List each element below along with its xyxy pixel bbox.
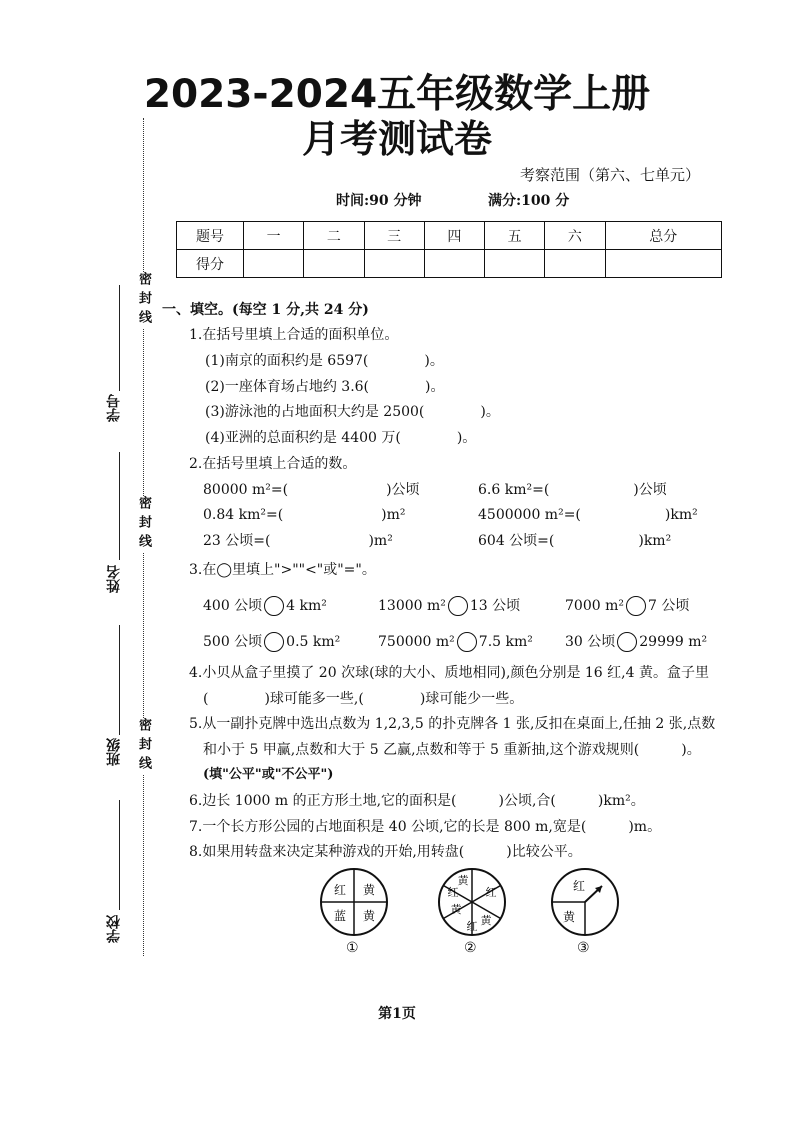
spinner-1-label: ①	[346, 940, 359, 956]
spinner-sector-label: 红	[333, 883, 347, 897]
compare-circle[interactable]	[626, 596, 646, 616]
section-title: 一、填空。(每空 1 分,共 24 分)	[162, 302, 369, 318]
compare-circle[interactable]	[617, 632, 637, 652]
question-5-line-1: 5.从一副扑克牌中选出点数为 1,2,3,5 的扑克牌各 1 张,反扣在桌面上,任抽 2 张,点数	[189, 716, 716, 732]
question-1-item: (1)南京的面积约是 6597( )。	[205, 353, 444, 369]
compare-left: 7000 m²	[565, 598, 624, 614]
spinner-3	[549, 866, 621, 938]
spinner-sector-label: 红	[572, 879, 586, 893]
question-2-item: 0.84 km²=( )m²	[203, 507, 406, 523]
question-2-stem: 2.在括号里填上合适的数。	[189, 456, 357, 472]
compare-circle[interactable]	[264, 632, 284, 652]
seal-text: 密封线	[136, 272, 151, 329]
spinner-2-label: ②	[464, 940, 477, 956]
compare-right: 7 公顷	[647, 598, 690, 614]
compare-item	[565, 596, 689, 616]
table-cell: 总分	[605, 222, 722, 250]
compare-right: 29999 m²	[639, 634, 708, 650]
question-2-item: 4500000 m²=( )km²	[478, 507, 698, 523]
question-2-item: 604 公顷=( )km²	[478, 533, 672, 549]
seal-text: 密封线	[136, 718, 151, 775]
question-2-item: 80000 m²=( )公顷	[203, 482, 420, 498]
compare-left: 400 公顷	[203, 598, 263, 614]
score-cell[interactable]	[545, 250, 605, 278]
question-8: 8.如果用转盘来决定某种游戏的开始,用转盘( )比较公平。	[189, 844, 582, 860]
spinner-sector-label: 红	[447, 886, 459, 899]
spinner-sector-label: 黄	[457, 874, 469, 887]
compare-item	[378, 596, 520, 616]
table-cell: 五	[485, 222, 545, 250]
title-line-1: 2023-2024五年级数学上册	[143, 72, 651, 117]
name-label: 姓名	[106, 565, 122, 593]
compare-item	[203, 596, 327, 616]
table-cell: 四	[424, 222, 484, 250]
score-cell[interactable]	[485, 250, 545, 278]
question-1-stem: 1.在括号里填上合适的面积单位。	[189, 327, 399, 343]
spinner-sector-label: 黄	[480, 914, 492, 927]
spinner-sector-label: 红	[466, 920, 478, 933]
question-5-line-2: 和小于 5 甲赢,点数和大于 5 乙赢,点数和等于 5 重新抽,这个游戏规则( )。	[203, 742, 701, 758]
table-cell: 题号	[177, 222, 244, 250]
compare-circle[interactable]	[457, 632, 477, 652]
class-label: 班级	[106, 738, 122, 766]
score-table-header-row	[177, 222, 722, 250]
compare-item	[565, 632, 707, 652]
school-label: 学校	[106, 915, 122, 943]
question-5-hint: (填"公平"或"不公平")	[203, 767, 334, 782]
exam-scope: 考察范围（第六、七单元）	[520, 166, 701, 184]
compare-circle[interactable]	[264, 596, 284, 616]
compare-left: 750000 m²	[378, 634, 455, 650]
score-cell[interactable]	[424, 250, 484, 278]
table-cell: 得分	[177, 250, 244, 278]
table-cell: 二	[304, 222, 364, 250]
student-number-field[interactable]	[119, 285, 120, 391]
spinner-sector-label: 黄	[450, 903, 462, 916]
school-field[interactable]	[119, 800, 120, 910]
name-field[interactable]	[119, 452, 120, 560]
score-table-score-row	[177, 250, 722, 278]
table-cell: 三	[364, 222, 424, 250]
question-1-item: (2)一座体育场占地约 3.6( )。	[205, 379, 445, 395]
compare-item	[203, 632, 340, 652]
question-7: 7.一个长方形公园的占地面积是 40 公顷,它的长是 800 m,宽是( )m。	[189, 819, 662, 835]
question-1-item: (3)游泳池的占地面积大约是 2500( )。	[205, 404, 500, 420]
compare-left: 13000 m²	[378, 598, 446, 614]
table-cell: 六	[545, 222, 605, 250]
spinner-3-label: ③	[577, 940, 590, 956]
compare-right: 13 公顷	[469, 598, 521, 614]
question-6: 6.边长 1000 m 的正方形土地,它的面积是( )公顷,合( )km²。	[189, 793, 645, 809]
page-number: 第1页	[378, 1006, 416, 1022]
spinner-sector-label: 黄	[562, 910, 576, 924]
spinner-sector-label: 黄	[362, 909, 376, 923]
question-3-stem: 3.在◯里填上">""<"或"="。	[189, 562, 376, 578]
full-score: 满分:100 分	[488, 193, 570, 209]
score-cell[interactable]	[605, 250, 722, 278]
table-cell: 一	[244, 222, 304, 250]
seal-text: 密封线	[136, 496, 151, 553]
spinner-sector-label: 蓝	[333, 909, 347, 923]
compare-item	[378, 632, 533, 652]
compare-right: 4 km²	[286, 598, 327, 614]
compare-right: 7.5 km²	[478, 634, 533, 650]
spinner-sector-label: 红	[485, 886, 497, 899]
compare-circle[interactable]	[448, 596, 468, 616]
question-4-line-1: 4.小贝从盒子里摸了 20 次球(球的大小、质地相同),颜色分别是 16 红,4 黄。盒子里	[189, 665, 709, 681]
score-cell[interactable]	[244, 250, 304, 278]
spinner-sector-label: 黄	[362, 883, 376, 897]
score-cell[interactable]	[304, 250, 364, 278]
question-2-item: 6.6 km²=( )公顷	[478, 482, 667, 498]
question-2-item: 23 公顷=( )m²	[203, 533, 393, 549]
score-cell[interactable]	[364, 250, 424, 278]
student-number-label: 学号	[106, 394, 122, 422]
exam-time: 时间:90 分钟	[336, 193, 422, 209]
title-line-2: 月考测试卷	[301, 117, 492, 161]
compare-left: 500 公顷	[203, 634, 263, 650]
score-table	[176, 221, 722, 278]
compare-right: 0.5 km²	[286, 634, 341, 650]
spinner-1	[318, 866, 390, 938]
spinner-2	[436, 866, 508, 938]
class-field[interactable]	[119, 625, 120, 735]
compare-left: 30 公顷	[565, 634, 616, 650]
question-4-line-2: ( )球可能多一些,( )球可能少一些。	[203, 691, 524, 707]
question-1-item: (4)亚洲的总面积约是 4400 万( )。	[205, 430, 477, 446]
